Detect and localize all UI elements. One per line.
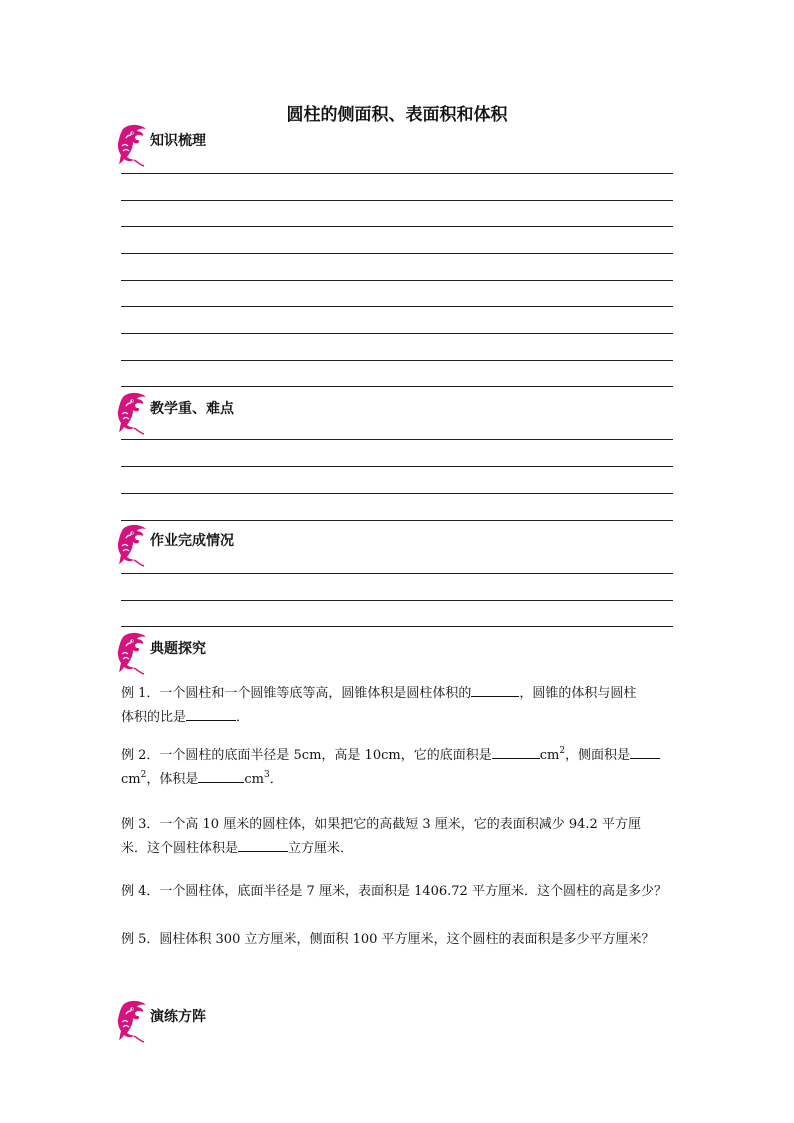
dolphin-icon [114, 1000, 150, 1044]
writing-line [121, 280, 673, 281]
section-heading-homework: 作业完成情况 [150, 533, 234, 549]
example-1-text-c: 体积的比是 [121, 710, 187, 725]
writing-line [121, 200, 673, 201]
page-title: 圆柱的侧面积、表面积和体积 [286, 105, 508, 125]
dolphin-icon [114, 392, 150, 436]
example-1-text-b: ，圆锥的体积与圆柱 [519, 686, 637, 701]
writing-line [121, 253, 673, 254]
writing-line [121, 360, 673, 361]
writing-line [121, 226, 673, 227]
example-1 [121, 682, 676, 730]
dolphin-icon [114, 124, 150, 168]
example-2-text-b: ，侧面积是 [565, 748, 631, 763]
writing-line [121, 439, 673, 440]
writing-line [121, 493, 673, 494]
example-1-text-d: ． [236, 710, 250, 725]
writing-line [121, 306, 673, 307]
example-2-text-d: ． [269, 772, 283, 787]
example-5: 例 5．圆柱体积 300 立方厘米，侧面积 100 平方厘米，这个圆柱的表面积是多少平方厘米？ [121, 932, 655, 947]
section-heading-practice: 演练方阵 [150, 1009, 206, 1025]
dolphin-icon [114, 632, 150, 676]
dolphin-icon [114, 524, 150, 568]
example-3-text-c: 立方厘米． [288, 841, 354, 856]
exponent: 2 [559, 746, 566, 756]
exponent: 3 [263, 770, 270, 780]
example-2-text-c: ，体积是 [146, 772, 199, 787]
example-3 [121, 813, 676, 861]
section-heading-knowledge: 知识梳理 [150, 133, 206, 149]
unit: cm [244, 772, 264, 787]
example-2 [121, 744, 676, 792]
answer-blank[interactable] [238, 837, 288, 852]
example-3-text-a: 例 3．一个高 10 厘米的圆柱体，如果把它的高截短 3 厘米，它的表面积减少 94.2 平方厘 [121, 817, 641, 832]
example-1-text-a: 例 1．一个圆柱和一个圆锥等底等高，圆锥体积是圆柱体积的 [121, 686, 472, 701]
answer-blank[interactable] [471, 682, 519, 697]
writing-line [121, 573, 673, 574]
example-4: 例 4．一个圆柱体，底面半径是 7 厘米，表面积是 1406.72 平方厘米．这个圆柱的高是多少？ [121, 884, 667, 899]
exponent: 2 [140, 770, 147, 780]
answer-blank[interactable] [186, 706, 236, 721]
unit: cm [121, 772, 141, 787]
section-heading-examples: 典题探究 [150, 641, 206, 657]
section-heading-key-points: 教学重、难点 [150, 401, 234, 417]
answer-blank[interactable] [198, 768, 244, 783]
writing-line [121, 333, 673, 334]
example-3-text-b: 米．这个圆柱体积是 [121, 841, 239, 856]
writing-line [121, 173, 673, 174]
writing-line [121, 386, 673, 387]
answer-blank[interactable] [492, 744, 540, 759]
answer-blank[interactable] [630, 744, 660, 759]
writing-line [121, 626, 673, 627]
writing-line [121, 466, 673, 467]
writing-line [121, 600, 673, 601]
unit: cm [539, 748, 560, 763]
writing-line [121, 520, 673, 521]
example-2-text-a: 例 2．一个圆柱的底面半径是 5cm，高是 10cm，它的底面积是 [121, 748, 492, 763]
